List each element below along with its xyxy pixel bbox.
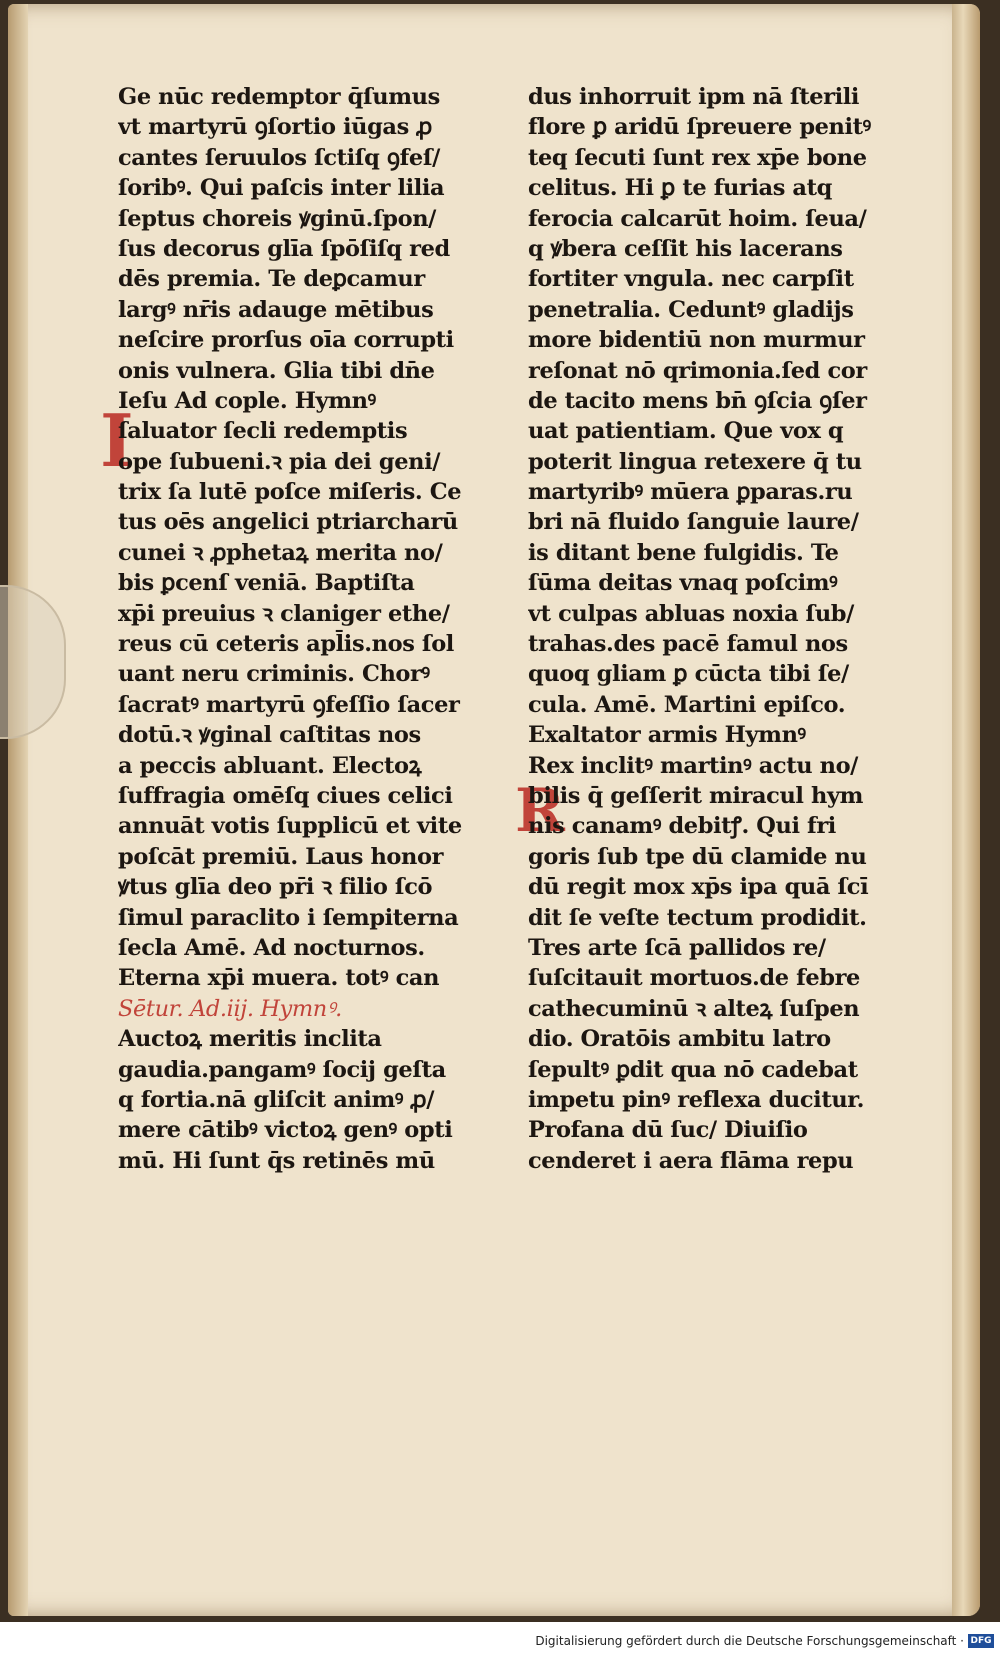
text-line: annuāt votis ſupplicū et vite: [118, 813, 462, 840]
text-line: ope ſubueni.ꝛ pia dei geni/: [118, 448, 441, 475]
text-line: impetu pinꝰ reflexa ducitur.: [528, 1086, 865, 1113]
text-line: martyribꝰ mūera ꝑparas.ru: [528, 479, 853, 506]
text-line: ſacratꝰ martyrū ꝯfeſſio ſacer: [118, 691, 460, 718]
text-line: flore ꝑ aridū ſpreuere penitꝰ: [528, 114, 871, 141]
right-text-column: [528, 82, 918, 1176]
text-line: reus cū ceteris apl̄is.nos ſol: [118, 631, 454, 658]
left-text-column: [118, 82, 528, 1176]
text-line: Auctoꝝ meritis inclita: [118, 1026, 382, 1053]
text-line: bilis q̄ geſſerit miracul hym: [528, 782, 864, 809]
text-line: Tres arte ſcā pallidos re/: [528, 934, 826, 961]
text-line: q fortia.nā gliſcit animꝰ ꝓ/: [118, 1086, 435, 1113]
text-line: neſcire prorſus oīa corrupti: [118, 327, 454, 354]
text-line: ſuſcitauit mortuos.de febre: [528, 965, 860, 992]
text-line: cula. Amē. Martini epiſco.: [528, 691, 846, 718]
text-line: cenderet i aera flāma repu: [528, 1147, 854, 1174]
text-line: ſepultꝰ ꝑdit qua nō cadebat: [528, 1056, 858, 1083]
text-line: ſimul paraclito i ſempiterna: [118, 904, 459, 931]
text-line: Ge nūc redemptor q̄ſumus: [118, 84, 440, 110]
text-line: more bidentiū non murmur: [528, 327, 865, 354]
text-line: nis canamꝰ debitꝭ. Qui fri: [528, 813, 836, 840]
text-line: largꝰ nr̄is adauge mētibus: [118, 296, 434, 323]
text-line: xp̄i preuius ꝛ claniger ethe/: [118, 600, 450, 627]
text-line: penetralia. Ceduntꝰ gladijs: [528, 296, 854, 323]
text-line: q ꝟbera ceſſit his lacerans: [528, 235, 843, 262]
text-line: poſcāt premiū. Laus honor: [118, 843, 444, 870]
text-line: trahas.des pacē famul nos: [528, 631, 848, 658]
text-line: fortiter vngula. nec carpſit: [528, 266, 854, 293]
text-line: Exaltator armis Hymnꝰ: [528, 722, 806, 749]
text-line: ferocia calcarūt hoim. ſeua/: [528, 205, 867, 232]
text-line: ſūma deitas vnaq poſcimꝰ: [528, 570, 838, 597]
dfg-logo-icon: DFG: [968, 1634, 994, 1648]
text-line: onis vulnera. Glia tibi dn̄e: [118, 357, 435, 384]
footer-bar: [0, 1622, 1000, 1661]
text-line: Ieſu Ad cople. Hymnꝰ: [118, 387, 376, 414]
text-line: dit ſe veſte tectum prodidit.: [528, 904, 867, 931]
text-line: uat patientiam. Que vox q: [528, 418, 844, 445]
text-line: celitus. Hi ꝑ te furias atq: [528, 175, 832, 202]
text-line: Rex inclitꝰ martinꝰ actu no/: [528, 752, 858, 779]
page-edge: [952, 4, 980, 1616]
text-line: dus inhorruit ipm nā ſterili: [528, 84, 860, 110]
page-gutter: [8, 4, 28, 1616]
text-line: gaudia.pangamꝰ ſocij geſta: [118, 1056, 446, 1083]
text-line: Eterna xp̄i muera. totꝰ can: [118, 965, 440, 992]
text-line: teq ſecuti ſunt rex xp̄e bone: [528, 144, 867, 171]
text-line: dotū.ꝛ ꝟginal caſtitas nos: [118, 722, 421, 749]
footer-credit: Digitalisierung gefördert durch die Deutsche Forschungsgemeinschaft ·: [535, 1634, 964, 1648]
text-line: is ditant bene fulgidis. Te: [528, 539, 839, 566]
text-line: vt martyrū ꝯſortio iūgas ꝓ: [118, 114, 432, 141]
decorated-initial-i: I: [100, 398, 134, 483]
text-line: ſaluator ſecli redemptis: [118, 418, 408, 445]
text-line: poterit lingua retexere q̄ tu: [528, 448, 862, 475]
text-line: dēs premia. Te deꝑcamur: [118, 266, 425, 293]
text-line: a peccis abluant. Electoꝝ: [118, 752, 422, 779]
text-line: vt culpas abluas noxia ſub/: [528, 600, 854, 627]
text-line: tus oēs angelici ptriarcharū: [118, 509, 458, 536]
text-line: ſecla Amē. Ad nocturnos.: [118, 934, 425, 961]
text-line: de tacito mens bn̄ ꝯſcia ꝯſer: [528, 387, 867, 414]
text-line: uant neru criminis. Chorꝰ: [118, 661, 430, 688]
text-line: reſonat nō qrimonia.ſed cor: [528, 357, 867, 384]
text-line: Profana dū ſuc/ Diuiſio: [528, 1117, 808, 1144]
text-line: Sētur. Ad.iij. Hymnꝰ.: [118, 995, 342, 1022]
text-line: bri nā fluido ſanguie laure/: [528, 509, 859, 536]
text-line: mere cātibꝰ victoꝝ genꝰ opti: [118, 1117, 453, 1144]
text-line: dio. Oratōis ambitu latro: [528, 1026, 831, 1053]
text-line: dū regit mox xp̄s ipa quā ſcī: [528, 874, 869, 901]
text-line: ſuffragia omēſq ciues celici: [118, 782, 453, 809]
text-line: quoq gliam ꝑ cūcta tibi ſe/: [528, 661, 849, 688]
text-line: goris ſub tpe dū clamide nu: [528, 843, 867, 870]
text-line: cunei ꝛ ꝓphetaꝝ merita no/: [118, 539, 443, 566]
decorated-initial-r: R: [515, 776, 565, 846]
text-line: mū. Hi ſunt q̄s retinēs mū: [118, 1147, 435, 1174]
text-line: ſus decorus glīa ſpōſiſq red: [118, 235, 450, 262]
text-line: bis ꝑcenſ veniā. Baptiſta: [118, 570, 415, 597]
text-line: ſoribꝰ. Qui paſcis inter lilia: [118, 175, 445, 202]
text-line: cathecuminū ꝛ alteꝝ ſuſpen: [528, 995, 860, 1022]
text-line: ſeptus choreis ꝟginū.ſpon/: [118, 205, 437, 232]
text-line: trix ſa lutē poſce miſeris. Ce: [118, 479, 462, 506]
text-line: ꝟtus glīa deo pr̄i ꝛ filio ſcō: [118, 874, 433, 901]
text-line: cantes ſeruulos ſctiſq ꝯfeſ/: [118, 144, 440, 171]
